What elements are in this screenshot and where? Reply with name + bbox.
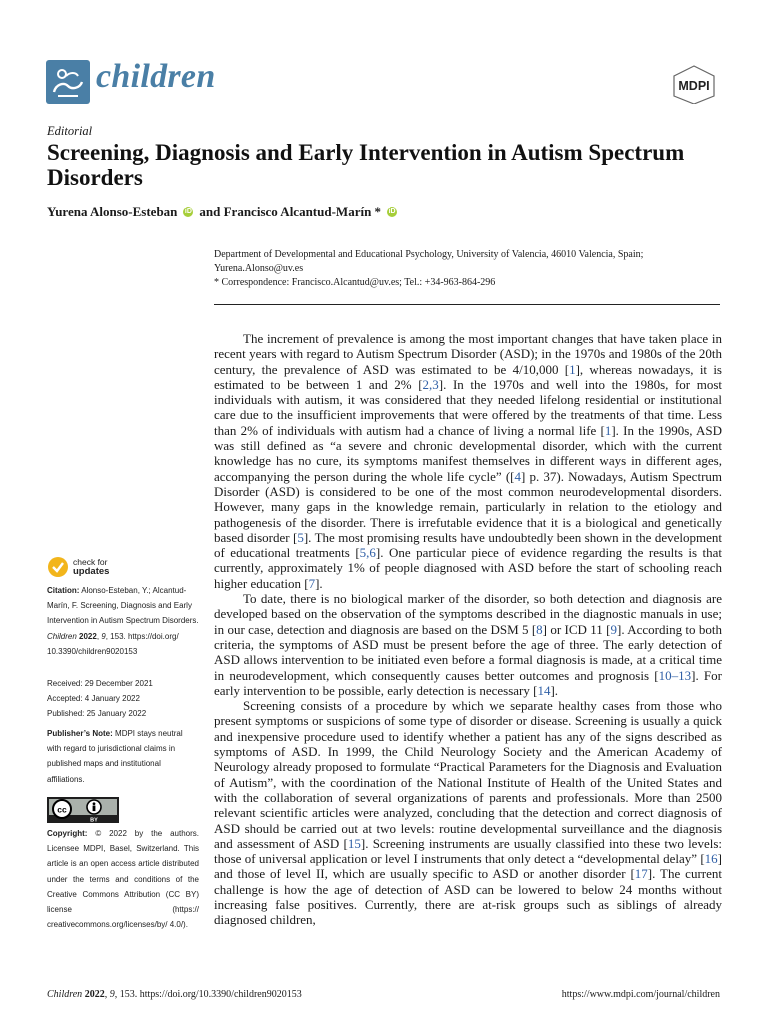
citation-link[interactable]: 15 [347, 835, 361, 851]
citation-link[interactable]: 14 [537, 682, 551, 698]
received-date: Received: 29 December 2021 [47, 679, 153, 688]
dates-block [47, 676, 199, 722]
footer-year: 2022 [84, 989, 105, 1000]
cc-label: BY [90, 817, 98, 823]
correspondence: * Correspondence: Francisco.Alcantud@uv.es; Tel.: +34-963-864-296 [214, 277, 496, 288]
citation-link[interactable]: 5 [297, 529, 304, 545]
footer-url[interactable]: https://www.mdpi.com/journal/children [561, 989, 720, 1000]
citation-link[interactable]: 7 [308, 575, 316, 591]
citation-volume: 9 [101, 631, 106, 641]
affiliation-line: Department of Developmental and Educational Psychology, University of Valencia, 46010 Valencia, Spain; [214, 249, 644, 260]
citation-year: 2022 [79, 631, 97, 641]
paragraph: The increment of prevalence is among the most important changes that have taken place in recent years with regard to Autism Spectrum Disorder (ASD); in the 1970s and 1980s of the 20th century, the prevalence of ASD was estimated to be 4/10,000 [1], whereas nowadays, it is estimated to be between 1 and 2% [2,3]. In the 1970s and well into the 1980s, for most individuals with autism, it was considered that they needed lifelong residential or institutional care due to the insufficient improvements that were offered by the treatments of that time. Less than 2% of individuals with autism had a chance of living a normal life [1]. In the 1990s, ASD was still defined as “a severe and chronic developmental disorder, which with the current knowledge has no cure, its symptoms manifest themselves in different ways in different ages, accompanying the person during the whole life cycle” ([4] p. 37). Nowadays, Autism Spectrum Disorder (ASD) is considered to be one of the most common neurodevelopmental disorders. However, many gaps in the knowledge remain, particularly in relation to the etiology and pathogenesis of the disorder. There is irrefutable evidence that it is a biological and genetically based disorder [5]. The most promising results have undoubtedly been shown in the development of educational treatments [5,6]. One particular piece of evidence regarding the results is that currently, approximately 1% of people diagnosed with ASD before the start of schooling reach higher education [7]. [214, 331, 723, 591]
paragraph: To date, there is no biological marker of the disorder, so both detection and diagnosis are developed based on the observation of the symptoms described in the diagnostic manuals in use; in our case, detection and diagnosis are based on the DSM 5 [8] or ICD 11 [9]. According to both criteria, the symptoms of ASD must be present before the age of three. The early detection of ASD allows intervention to be initiated even before a formal diagnosis is made, at a critical time in neurodevelopment, which consequently causes better outcomes and prognosis [10–13]. For early intervention to be possible, early detection is necessary [14]. [214, 591, 722, 698]
citation-block: Citation: Alonso-Esteban, Y.; Alcantud-Marín, F. Screening, Diagnosis and Early Intervention in Autism Spectrum Disorders. Children 2022, 9, 153. https://doi.org/ 10.3390/children9020153 [47, 586, 199, 656]
citation-link[interactable]: 1 [604, 422, 612, 438]
page-title: Screening, Diagnosis and Early Intervention in Autism Spectrum Disorders [47, 140, 685, 190]
citation-link[interactable]: 8 [536, 621, 543, 637]
footer-volume: 9 [109, 989, 115, 1000]
citation-link[interactable]: 17 [634, 866, 648, 882]
citation-link[interactable]: 1 [569, 361, 576, 377]
cc-by-license-icon[interactable] [47, 797, 119, 823]
affiliation-block [214, 248, 724, 290]
note-label: Publisher’s Note: [47, 729, 113, 738]
journal-name: children [96, 58, 216, 95]
citation-link[interactable]: 9 [610, 621, 617, 637]
copyright-text: © 2022 by the authors. Licensee MDPI, Basel, Switzerland. This article is an open access article distributed under the terms and conditions of the Creative Commons Attribution (CC BY) license (https:// creativecommons.org/licenses/by/ 4.0/). [47, 829, 199, 930]
footer-citation: Children 2022, 9, 153. https://doi.org/10.3390/children9020153 [47, 989, 302, 1000]
citation-link[interactable]: 5,6 [359, 545, 376, 561]
published-date: Published: 25 January 2022 [47, 709, 147, 719]
note-text: MDPI stays neutral with regard to jurisdictional claims in published maps and institutional affiliations. [47, 729, 183, 784]
accepted-date: Accepted: 4 January 2022 [47, 694, 140, 704]
divider [214, 304, 720, 305]
citation-link[interactable]: 10–13 [658, 667, 692, 683]
author-name: Yurena Alonso-Esteban [47, 204, 178, 219]
footer-journal: Children [47, 989, 83, 1000]
publisher-name: MDPI [678, 79, 710, 93]
check-updates-line2: updates [73, 566, 110, 577]
article-type: Editorial [47, 124, 93, 138]
citation-link[interactable]: 2,3 [422, 376, 439, 392]
copyright-block [47, 826, 199, 932]
citation-journal: Children [47, 631, 77, 641]
check-updates-badge[interactable] [47, 556, 199, 578]
journal-logo-icon [46, 60, 90, 104]
author-line [47, 204, 400, 220]
citation-link[interactable]: 16 [704, 851, 718, 867]
author-name: and Francisco Alcantud-Marín * [199, 204, 382, 219]
footer-doi[interactable]: , 153. https://doi.org/10.3390/children9020153 [114, 989, 302, 1000]
svg-text:cc: cc [57, 804, 67, 815]
citation-label: Citation: [47, 586, 80, 595]
affiliation-email[interactable]: Yurena.Alonso@uv.es [214, 263, 304, 274]
citation-link[interactable]: 4 [514, 468, 521, 484]
citation-text: Alonso-Esteban, Y.; Alcantud-Marín, F. Screening, Diagnosis and Early Intervention in Autism Spectrum Disorders. [47, 586, 199, 626]
orcid-icon[interactable]: iD [388, 208, 396, 215]
orcid-icon[interactable]: iD [184, 208, 192, 215]
copyright-label: Copyright: [47, 829, 88, 838]
check-updates-line1: check for [73, 557, 108, 567]
publisher-note [47, 726, 199, 787]
mdpi-logo-icon [668, 64, 720, 104]
article-body [214, 331, 722, 928]
check-updates-icon [47, 556, 69, 578]
citation-doi[interactable]: , 153. https://doi.org/ 10.3390/children9020153 [47, 631, 179, 656]
paragraph: Screening consists of a procedure by which we separate healthy cases from those who present symptoms or suspicions of some type of disorder or disease. Screening is usually a quick and inexpensive procedure used to identify whether a patient has any of the signs described as symptoms of ASD. In 1999, the Child Neurology Society and the American Academy of Neurology already proposed to formulate “Practical Parameters for the Diagnosis and Evaluation of Autism”, with the coordination of the National Institute of Health of the United States and with the collaboration of several organizations of parents and professionals. More than 2500 relevant scientific articles were analyzed, concluding that the detection and correct diagnosis of ASD should be carried out at two levels: routine developmental surveillance and the diagnosis and assessment of ASD [15]. Screening instruments are usually classified into these two levels: those of universal application or level I instruments that only detect a “developmental delay” [16] and those of level II, which are usually specific to ASD or another disorder [17]. The current challenge is how the age of detection of ASD can be lowered to below 24 months without increasing false positives. Currently, there are at-risk groups such as siblings of already diagnosed children, [214, 698, 723, 928]
